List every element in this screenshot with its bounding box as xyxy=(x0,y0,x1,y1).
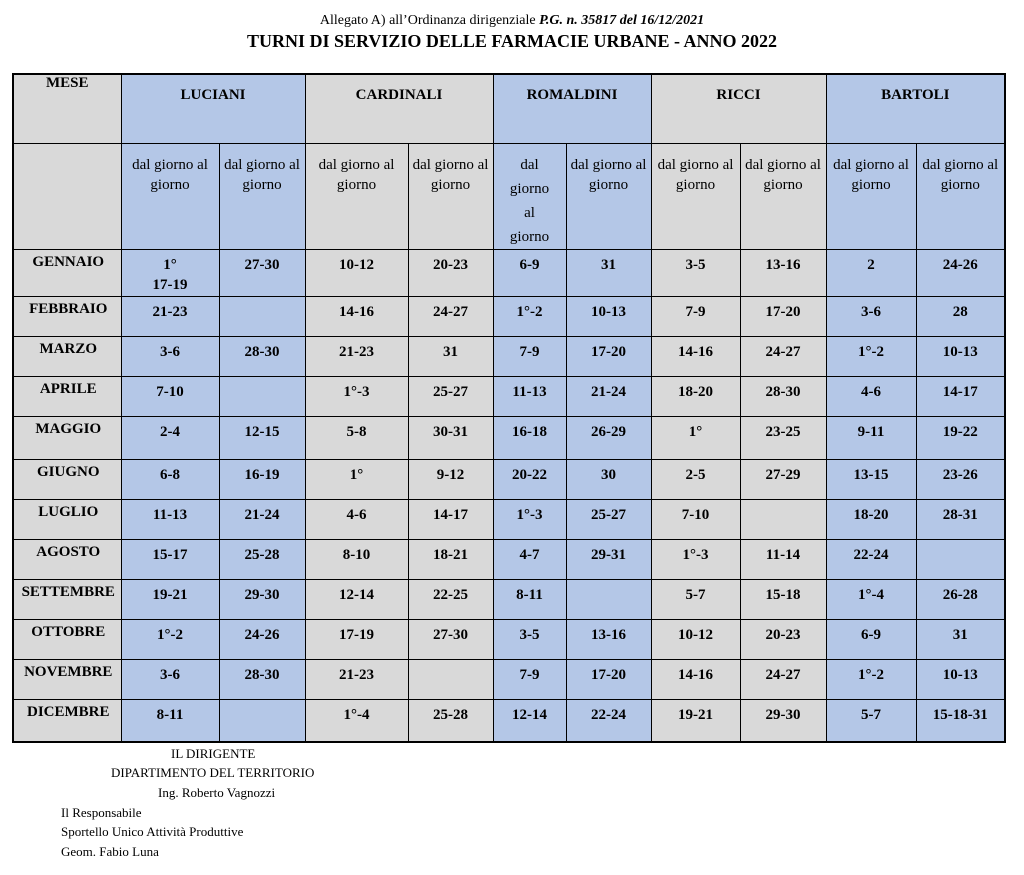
shift-cell-cardinali: 18-21 xyxy=(408,539,493,579)
shift-cell-cardinali: 14-17 xyxy=(408,499,493,539)
shift-cell-ricci: 17-20 xyxy=(740,296,826,336)
shift-cell-luciani xyxy=(219,699,305,742)
table-row xyxy=(13,336,1005,376)
responsabile-name: Geom. Fabio Luna xyxy=(61,844,159,859)
shift-cell-luciani: 28-30 xyxy=(219,659,305,699)
month-label: DICEMBRE xyxy=(26,703,110,720)
shift-cell-bartoli xyxy=(916,539,1005,579)
dirigente-name: Ing. Roberto Vagnozzi xyxy=(158,785,276,800)
shift-cell-bartoli: 24-26 xyxy=(916,249,1005,296)
pharmacy-header-bartoli: BARTOLI xyxy=(826,74,1005,143)
table-row xyxy=(13,376,1005,416)
shift-cell-cardinali: 21-23 xyxy=(305,659,408,699)
shift-cell-romaldini: 8-11 xyxy=(493,579,566,619)
shift-cell-cardinali: 25-28 xyxy=(408,699,493,742)
subheader-ricci-2: dal giorno al giorno xyxy=(740,143,826,249)
month-cell xyxy=(13,249,121,296)
month-cell xyxy=(13,659,121,699)
shift-cell-romaldini: 17-20 xyxy=(566,336,651,376)
shift-cell-cardinali: 30-31 xyxy=(408,416,493,459)
shift-cell-cardinali: 31 xyxy=(408,336,493,376)
pharmacy-header-cardinali: CARDINALI xyxy=(305,74,493,143)
shift-cell-cardinali: 17-19 xyxy=(305,619,408,659)
shift-cell-romaldini: 25-27 xyxy=(566,499,651,539)
shift-cell-bartoli: 4-6 xyxy=(826,376,916,416)
shift-cell-bartoli: 28 xyxy=(916,296,1005,336)
month-cell xyxy=(13,619,121,659)
shift-cell-romaldini: 4-7 xyxy=(493,539,566,579)
shift-cell-bartoli: 13-15 xyxy=(826,459,916,499)
shift-cell-ricci: 14-16 xyxy=(651,659,740,699)
pharmacy-header-row xyxy=(13,74,1005,143)
shift-cell-ricci: 2-5 xyxy=(651,459,740,499)
month-cell xyxy=(13,459,121,499)
month-label: GIUGNO xyxy=(36,463,100,480)
month-cell xyxy=(13,416,121,459)
shift-cell-romaldini: 1°-2 xyxy=(493,296,566,336)
shift-cell-ricci: 28-30 xyxy=(740,376,826,416)
shift-cell-bartoli: 2 xyxy=(826,249,916,296)
shift-cell-bartoli: 1°-4 xyxy=(826,579,916,619)
reference-protocol: P.G. n. 35817 del 16/12/2021 xyxy=(539,13,705,28)
shift-cell-cardinali: 22-25 xyxy=(408,579,493,619)
shift-cell-cardinali: 21-23 xyxy=(305,336,408,376)
shift-cell-ricci: 27-29 xyxy=(740,459,826,499)
subheader-romaldini-1: dal giorno al giorno xyxy=(493,143,566,249)
shift-cell-bartoli: 10-13 xyxy=(916,336,1005,376)
dipartimento-label: DIPARTIMENTO DEL TERRITORIO xyxy=(111,765,315,780)
shift-cell-ricci: 7-10 xyxy=(651,499,740,539)
shift-cell-bartoli: 18-20 xyxy=(826,499,916,539)
shift-cell-luciani: 27-30 xyxy=(219,249,305,296)
shift-cell-cardinali: 24-27 xyxy=(408,296,493,336)
subheader-row xyxy=(13,143,1005,249)
shift-cell-romaldini: 1°-3 xyxy=(493,499,566,539)
subheader-romaldini-2: dal giorno al giorno xyxy=(566,143,651,249)
shift-cell-ricci: 11-14 xyxy=(740,539,826,579)
shift-cell-romaldini: 7-9 xyxy=(493,659,566,699)
shift-cell-ricci: 29-30 xyxy=(740,699,826,742)
responsabile-title: Il Responsabile xyxy=(61,805,142,820)
shift-cell-bartoli: 1°-2 xyxy=(826,659,916,699)
shift-cell-luciani xyxy=(219,376,305,416)
month-cell xyxy=(13,579,121,619)
document-reference xyxy=(0,13,1024,29)
shift-cell-bartoli: 23-26 xyxy=(916,459,1005,499)
shift-cell-cardinali: 8-10 xyxy=(305,539,408,579)
shift-cell-luciani: 11-13 xyxy=(121,499,219,539)
shift-cell-ricci: 14-16 xyxy=(651,336,740,376)
subheader-bartoli-1: dal giorno al giorno xyxy=(826,143,916,249)
shift-cell-bartoli: 1°-2 xyxy=(826,336,916,376)
shift-cell-romaldini: 11-13 xyxy=(493,376,566,416)
shift-cell-luciani: 24-26 xyxy=(219,619,305,659)
shift-cell-luciani: 1° 17-19 xyxy=(121,249,219,296)
pharmacy-header-luciani: LUCIANI xyxy=(121,74,305,143)
month-label: LUGLIO xyxy=(38,503,99,520)
shift-cell-romaldini: 26-29 xyxy=(566,416,651,459)
shift-cell-romaldini: 29-31 xyxy=(566,539,651,579)
month-label: SETTEMBRE xyxy=(21,583,115,600)
shift-cell-ricci: 3-5 xyxy=(651,249,740,296)
shift-cell-ricci: 18-20 xyxy=(651,376,740,416)
shift-cell-ricci: 1° xyxy=(651,416,740,459)
shift-cell-ricci: 10-12 xyxy=(651,619,740,659)
shift-cell-cardinali: 5-8 xyxy=(305,416,408,459)
shift-cell-romaldini: 3-5 xyxy=(493,619,566,659)
shift-cell-cardinali: 4-6 xyxy=(305,499,408,539)
shift-cell-bartoli: 14-17 xyxy=(916,376,1005,416)
table-row xyxy=(13,539,1005,579)
table-row xyxy=(13,699,1005,742)
shift-cell-luciani: 7-10 xyxy=(121,376,219,416)
shift-cell-cardinali: 1°-3 xyxy=(305,376,408,416)
month-cell xyxy=(13,699,121,742)
shift-cell-romaldini: 13-16 xyxy=(566,619,651,659)
subheader-cardinali-2: dal giorno al giorno xyxy=(408,143,493,249)
shift-cell-cardinali: 20-23 xyxy=(408,249,493,296)
shift-cell-cardinali: 10-12 xyxy=(305,249,408,296)
table-row xyxy=(13,659,1005,699)
shift-cell-luciani: 12-15 xyxy=(219,416,305,459)
shift-cell-romaldini: 22-24 xyxy=(566,699,651,742)
shift-cell-ricci: 24-27 xyxy=(740,659,826,699)
subheader-bartoli-2: dal giorno al giorno xyxy=(916,143,1005,249)
shift-cell-luciani: 2-4 xyxy=(121,416,219,459)
shift-cell-luciani: 28-30 xyxy=(219,336,305,376)
shift-cell-bartoli: 22-24 xyxy=(826,539,916,579)
shift-cell-ricci: 24-27 xyxy=(740,336,826,376)
shift-cell-romaldini: 21-24 xyxy=(566,376,651,416)
month-label: OTTOBRE xyxy=(31,623,106,640)
shift-cell-romaldini: 12-14 xyxy=(493,699,566,742)
shift-cell-luciani: 3-6 xyxy=(121,336,219,376)
shift-cell-romaldini: 7-9 xyxy=(493,336,566,376)
table-row xyxy=(13,249,1005,296)
shift-cell-ricci: 13-16 xyxy=(740,249,826,296)
month-cell xyxy=(13,499,121,539)
shift-cell-romaldini: 30 xyxy=(566,459,651,499)
month-cell xyxy=(13,336,121,376)
month-label: MAGGIO xyxy=(35,420,102,437)
month-cell xyxy=(13,376,121,416)
shift-cell-romaldini: 17-20 xyxy=(566,659,651,699)
table-row xyxy=(13,579,1005,619)
shift-cell-luciani xyxy=(219,296,305,336)
shift-cell-ricci: 1°-3 xyxy=(651,539,740,579)
shift-cell-luciani: 16-19 xyxy=(219,459,305,499)
shift-cell-ricci: 19-21 xyxy=(651,699,740,742)
shift-cell-cardinali: 27-30 xyxy=(408,619,493,659)
shift-cell-luciani: 15-17 xyxy=(121,539,219,579)
shift-cell-bartoli: 3-6 xyxy=(826,296,916,336)
shift-cell-luciani: 3-6 xyxy=(121,659,219,699)
shift-table xyxy=(12,73,1006,743)
subheader-blank xyxy=(13,143,121,249)
month-label: APRILE xyxy=(39,380,97,397)
subheader-luciani-2: dal giorno al giorno xyxy=(219,143,305,249)
shift-cell-romaldini: 10-13 xyxy=(566,296,651,336)
shift-cell-luciani: 25-28 xyxy=(219,539,305,579)
shift-cell-ricci: 5-7 xyxy=(651,579,740,619)
shift-cell-cardinali: 12-14 xyxy=(305,579,408,619)
shift-cell-cardinali: 1°-4 xyxy=(305,699,408,742)
shift-cell-bartoli: 26-28 xyxy=(916,579,1005,619)
pharmacy-header-romaldini: ROMALDINI xyxy=(493,74,651,143)
shift-cell-luciani: 29-30 xyxy=(219,579,305,619)
shift-cell-bartoli: 6-9 xyxy=(826,619,916,659)
table-row xyxy=(13,619,1005,659)
shift-cell-bartoli: 10-13 xyxy=(916,659,1005,699)
subheader-luciani-1: dal giorno al giorno xyxy=(121,143,219,249)
shift-cell-romaldini: 31 xyxy=(566,249,651,296)
month-label: AGOSTO xyxy=(36,543,101,560)
shift-cell-cardinali: 25-27 xyxy=(408,376,493,416)
shift-cell-cardinali: 1° xyxy=(305,459,408,499)
shift-cell-bartoli: 19-22 xyxy=(916,416,1005,459)
shift-cell-luciani: 6-8 xyxy=(121,459,219,499)
shift-cell-cardinali: 14-16 xyxy=(305,296,408,336)
shift-cell-ricci: 7-9 xyxy=(651,296,740,336)
month-label: MARZO xyxy=(39,340,97,357)
month-label: NOVEMBRE xyxy=(24,663,113,680)
subheader-cardinali-1: dal giorno al giorno xyxy=(305,143,408,249)
shift-cell-luciani: 21-24 xyxy=(219,499,305,539)
shift-cell-romaldini: 20-22 xyxy=(493,459,566,499)
subheader-ricci-1: dal giorno al giorno xyxy=(651,143,740,249)
shift-cell-ricci: 15-18 xyxy=(740,579,826,619)
shift-cell-bartoli: 28-31 xyxy=(916,499,1005,539)
shift-cell-cardinali: 9-12 xyxy=(408,459,493,499)
shift-cell-bartoli: 31 xyxy=(916,619,1005,659)
document-title: TURNI DI SERVIZIO DELLE FARMACIE URBANE - ANNO 2022 xyxy=(246,31,778,51)
pharmacy-header-ricci: RICCI xyxy=(651,74,826,143)
shift-cell-romaldini: 16-18 xyxy=(493,416,566,459)
shift-cell-luciani: 1°-2 xyxy=(121,619,219,659)
shift-cell-ricci xyxy=(740,499,826,539)
shift-cell-romaldini xyxy=(566,579,651,619)
shift-cell-luciani: 21-23 xyxy=(121,296,219,336)
shift-cell-luciani: 19-21 xyxy=(121,579,219,619)
shift-cell-ricci: 20-23 xyxy=(740,619,826,659)
mese-header: MESE xyxy=(13,74,121,143)
month-label: FEBBRAIO xyxy=(29,300,108,317)
month-cell xyxy=(13,296,121,336)
table-row xyxy=(13,459,1005,499)
shift-cell-romaldini: 6-9 xyxy=(493,249,566,296)
table-row xyxy=(13,416,1005,459)
shift-cell-luciani: 8-11 xyxy=(121,699,219,742)
shift-cell-cardinali xyxy=(408,659,493,699)
month-label: GENNAIO xyxy=(32,253,105,270)
month-cell xyxy=(13,539,121,579)
sportello-label: Sportello Unico Attività Produttive xyxy=(61,824,244,839)
shift-cell-bartoli: 9-11 xyxy=(826,416,916,459)
shift-cell-bartoli: 5-7 xyxy=(826,699,916,742)
dirigente-title: IL DIRIGENTE xyxy=(171,746,256,761)
shift-cell-bartoli: 15-18-31 xyxy=(916,699,1005,742)
reference-prefix: Allegato A) all’Ordinanza dirigenziale xyxy=(319,13,536,28)
shift-cell-ricci: 23-25 xyxy=(740,416,826,459)
table-row xyxy=(13,296,1005,336)
table-row xyxy=(13,499,1005,539)
